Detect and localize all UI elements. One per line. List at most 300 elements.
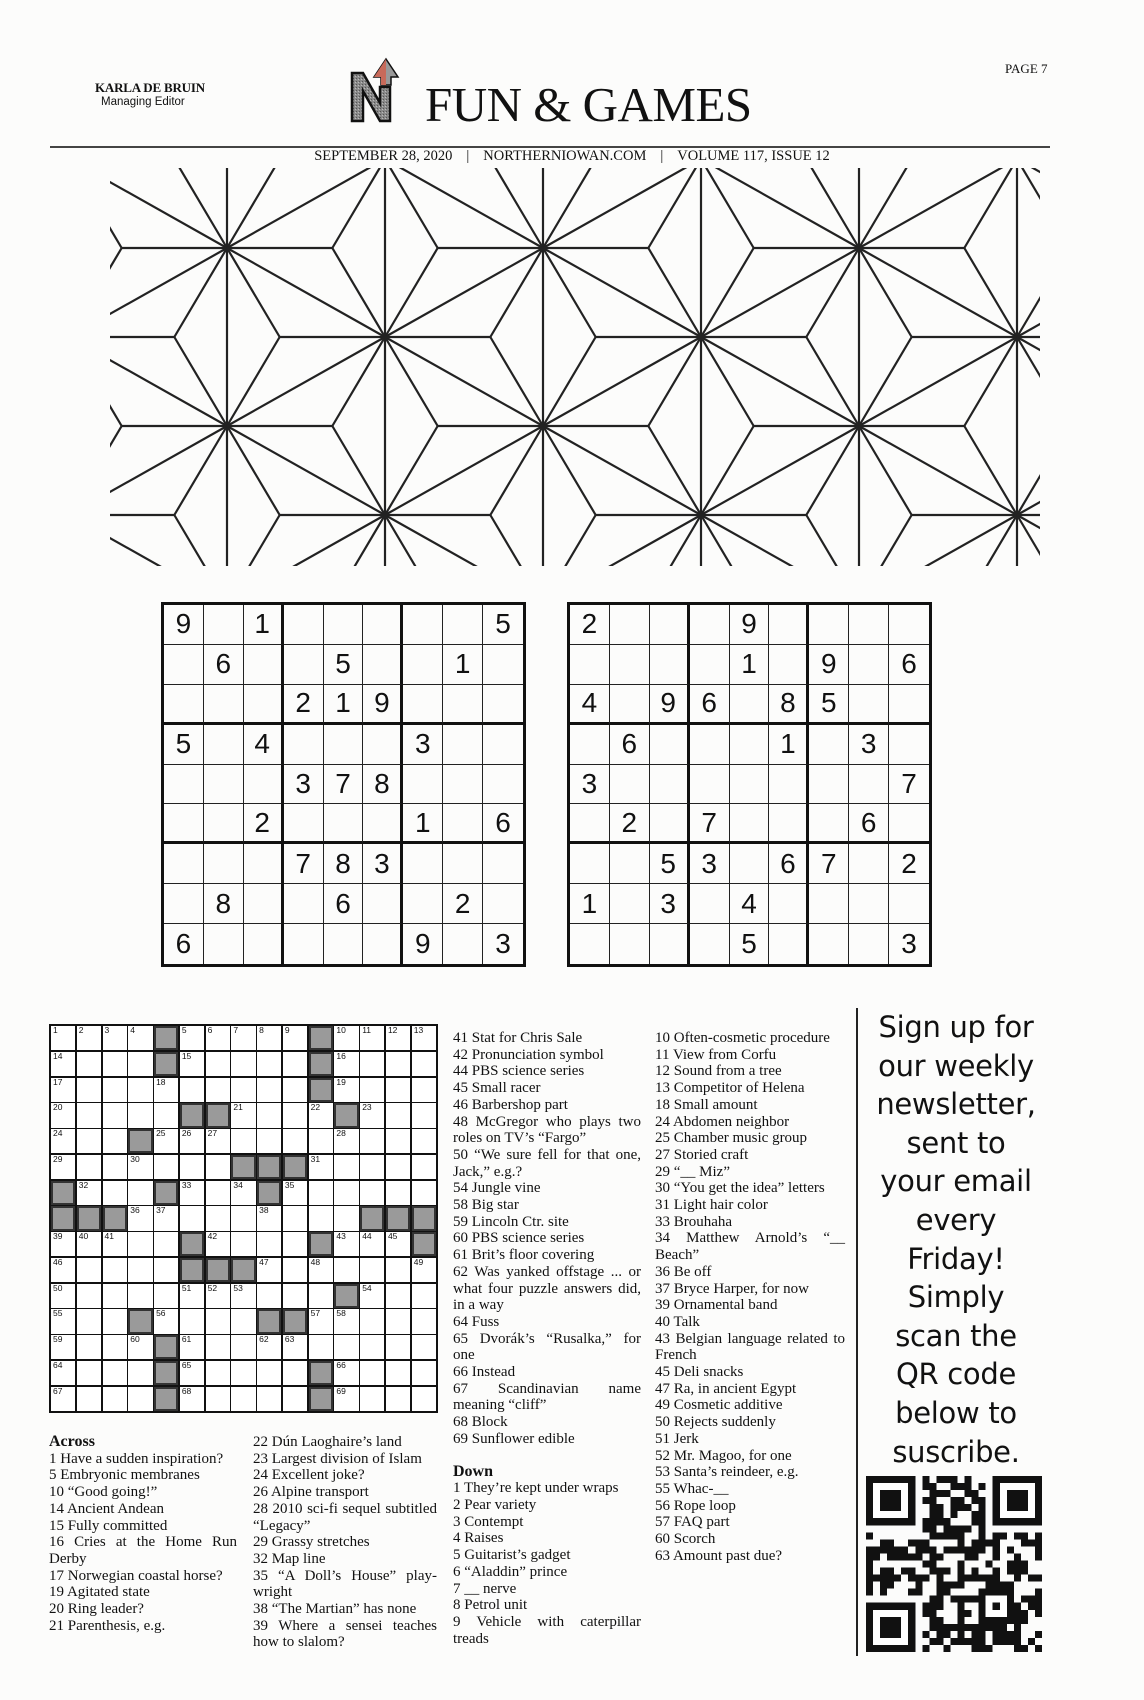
sudoku-cell[interactable]: [849, 844, 889, 884]
crossword-cell[interactable]: [128, 1026, 152, 1050]
crossword-cell[interactable]: [334, 1232, 358, 1256]
crossword-cell[interactable]: [180, 1387, 204, 1411]
crossword-cell[interactable]: [360, 1026, 384, 1050]
crossword-cell[interactable]: [51, 1309, 75, 1333]
sudoku-cell[interactable]: [244, 685, 284, 725]
crossword-cell[interactable]: [154, 1078, 178, 1102]
sudoku-cell[interactable]: [769, 645, 809, 685]
crossword-cell[interactable]: [386, 1129, 410, 1153]
crossword-cell[interactable]: [360, 1258, 384, 1282]
crossword-cell[interactable]: [283, 1181, 307, 1205]
sudoku-cell[interactable]: 3: [570, 765, 610, 805]
crossword-cell[interactable]: [128, 1335, 152, 1359]
crossword-cell[interactable]: [334, 1309, 358, 1333]
sudoku-cell[interactable]: 2: [244, 804, 284, 844]
crossword-cell[interactable]: [77, 1232, 101, 1256]
sudoku-cell[interactable]: [204, 605, 244, 645]
sudoku-cell[interactable]: [403, 645, 443, 685]
sudoku-cell[interactable]: [849, 924, 889, 964]
crossword-cell[interactable]: [334, 1387, 358, 1411]
crossword-cell[interactable]: [180, 1078, 204, 1102]
crossword-cell[interactable]: [257, 1232, 281, 1256]
crossword-cell[interactable]: [103, 1155, 127, 1179]
crossword-cell[interactable]: [412, 1078, 436, 1102]
sudoku-cell[interactable]: [690, 645, 730, 685]
crossword-cell[interactable]: [334, 1129, 358, 1153]
crossword-cell[interactable]: [77, 1181, 101, 1205]
sudoku-cell[interactable]: [403, 765, 443, 805]
sudoku-cell[interactable]: [244, 884, 284, 924]
crossword-cell[interactable]: [360, 1284, 384, 1308]
crossword-cell[interactable]: [231, 1129, 255, 1153]
crossword-cell[interactable]: [51, 1103, 75, 1127]
crossword-cell[interactable]: [180, 1309, 204, 1333]
crossword-cell[interactable]: [103, 1284, 127, 1308]
sudoku-cell[interactable]: [324, 804, 364, 844]
crossword-cell[interactable]: [77, 1387, 101, 1411]
crossword-cell[interactable]: [103, 1052, 127, 1076]
crossword-cell[interactable]: [231, 1361, 255, 1385]
crossword-cell[interactable]: [206, 1129, 230, 1153]
sudoku-cell[interactable]: [483, 685, 523, 725]
sudoku-cell[interactable]: [889, 685, 929, 725]
sudoku-cell[interactable]: 1: [403, 804, 443, 844]
crossword-cell[interactable]: [360, 1232, 384, 1256]
sudoku-cell[interactable]: 9: [164, 605, 204, 645]
crossword-cell[interactable]: [51, 1155, 75, 1179]
sudoku-cell[interactable]: [284, 924, 324, 964]
crossword-cell[interactable]: [386, 1103, 410, 1127]
sudoku-cell[interactable]: 3: [849, 725, 889, 765]
crossword-cell[interactable]: [283, 1361, 307, 1385]
sudoku-cell[interactable]: [769, 605, 809, 645]
sudoku-cell[interactable]: [204, 685, 244, 725]
crossword-cell[interactable]: [103, 1026, 127, 1050]
crossword-cell[interactable]: [51, 1284, 75, 1308]
crossword-cell[interactable]: [231, 1078, 255, 1102]
crossword-cell[interactable]: [128, 1052, 152, 1076]
sudoku-cell[interactable]: 6: [204, 645, 244, 685]
crossword-cell[interactable]: [231, 1232, 255, 1256]
crossword-cell[interactable]: [77, 1078, 101, 1102]
crossword-cell[interactable]: [334, 1052, 358, 1076]
sudoku-cell[interactable]: [284, 645, 324, 685]
crossword-cell[interactable]: [51, 1232, 75, 1256]
crossword-cell[interactable]: [231, 1206, 255, 1230]
sudoku-cell[interactable]: [483, 844, 523, 884]
sudoku-cell[interactable]: 6: [324, 884, 364, 924]
sudoku-cell[interactable]: [244, 924, 284, 964]
sudoku-cell[interactable]: [570, 804, 610, 844]
crossword-cell[interactable]: [51, 1078, 75, 1102]
crossword-cell[interactable]: [334, 1206, 358, 1230]
sudoku-cell[interactable]: [809, 804, 849, 844]
sudoku-cell[interactable]: [483, 645, 523, 685]
crossword-cell[interactable]: [360, 1129, 384, 1153]
crossword-cell[interactable]: [309, 1309, 333, 1333]
crossword-cell[interactable]: [309, 1181, 333, 1205]
crossword-cell[interactable]: [360, 1309, 384, 1333]
crossword-cell[interactable]: [77, 1309, 101, 1333]
sudoku-cell[interactable]: [889, 725, 929, 765]
sudoku-cell[interactable]: 5: [164, 725, 204, 765]
sudoku-cell[interactable]: [204, 725, 244, 765]
sudoku-cell[interactable]: [443, 804, 483, 844]
sudoku-cell[interactable]: 5: [483, 605, 523, 645]
crossword-cell[interactable]: [257, 1206, 281, 1230]
crossword-cell[interactable]: [283, 1206, 307, 1230]
sudoku-cell[interactable]: 6: [483, 804, 523, 844]
sudoku-cell[interactable]: [650, 804, 690, 844]
crossword-cell[interactable]: [231, 1284, 255, 1308]
sudoku-cell[interactable]: [244, 844, 284, 884]
crossword-cell[interactable]: [231, 1026, 255, 1050]
sudoku-cell[interactable]: 4: [244, 725, 284, 765]
crossword-cell[interactable]: [283, 1335, 307, 1359]
sudoku-cell[interactable]: [204, 844, 244, 884]
sudoku-cell[interactable]: [363, 725, 403, 765]
sudoku-cell[interactable]: 6: [849, 804, 889, 844]
crossword-cell[interactable]: [206, 1026, 230, 1050]
sudoku-cell[interactable]: [809, 924, 849, 964]
crossword-cell[interactable]: [360, 1181, 384, 1205]
crossword-cell[interactable]: [257, 1361, 281, 1385]
crossword-cell[interactable]: [231, 1387, 255, 1411]
sudoku-cell[interactable]: [570, 924, 610, 964]
crossword-cell[interactable]: [206, 1181, 230, 1205]
sudoku-cell[interactable]: [730, 844, 770, 884]
crossword-cell[interactable]: [283, 1026, 307, 1050]
sudoku-cell[interactable]: [849, 765, 889, 805]
crossword-cell[interactable]: [257, 1026, 281, 1050]
qr-code-icon[interactable]: [863, 1476, 1045, 1652]
sudoku-cell[interactable]: 4: [730, 884, 770, 924]
crossword-cell[interactable]: [154, 1129, 178, 1153]
crossword-cell[interactable]: [180, 1361, 204, 1385]
crossword-cell[interactable]: [283, 1284, 307, 1308]
crossword-cell[interactable]: [154, 1155, 178, 1179]
crossword-cell[interactable]: [309, 1258, 333, 1282]
sudoku-cell[interactable]: 9: [730, 605, 770, 645]
crossword-cell[interactable]: [180, 1206, 204, 1230]
sudoku-cell[interactable]: [690, 765, 730, 805]
crossword-cell[interactable]: [103, 1103, 127, 1127]
crossword-cell[interactable]: [206, 1078, 230, 1102]
sudoku-cell[interactable]: [809, 765, 849, 805]
sudoku-cell[interactable]: [244, 645, 284, 685]
crossword-cell[interactable]: [283, 1232, 307, 1256]
sudoku-cell[interactable]: [363, 804, 403, 844]
sudoku-cell[interactable]: [570, 844, 610, 884]
sudoku-cell[interactable]: [443, 844, 483, 884]
crossword-cell[interactable]: [334, 1078, 358, 1102]
crossword-cell[interactable]: [334, 1361, 358, 1385]
sudoku-cell[interactable]: [690, 924, 730, 964]
sudoku-cell[interactable]: 1: [730, 645, 770, 685]
crossword-cell[interactable]: [309, 1206, 333, 1230]
crossword-cell[interactable]: [283, 1052, 307, 1076]
crossword-cell[interactable]: [334, 1155, 358, 1179]
crossword-cell[interactable]: [257, 1258, 281, 1282]
sudoku-cell[interactable]: [889, 605, 929, 645]
crossword-cell[interactable]: [206, 1155, 230, 1179]
crossword-cell[interactable]: [386, 1026, 410, 1050]
sudoku-cell[interactable]: 6: [164, 924, 204, 964]
sudoku-cell[interactable]: 4: [570, 685, 610, 725]
crossword-cell[interactable]: [309, 1103, 333, 1127]
crossword-cell[interactable]: [257, 1335, 281, 1359]
sudoku-cell[interactable]: 2: [610, 804, 650, 844]
crossword-cell[interactable]: [128, 1387, 152, 1411]
sudoku-cell[interactable]: [650, 645, 690, 685]
sudoku-cell[interactable]: [324, 605, 364, 645]
sudoku-cell[interactable]: [443, 924, 483, 964]
crossword-cell[interactable]: [231, 1309, 255, 1333]
website-link[interactable]: NORTHERNIOWAN.COM: [483, 148, 647, 164]
sudoku-cell[interactable]: [809, 725, 849, 765]
crossword-cell[interactable]: [103, 1335, 127, 1359]
crossword-cell[interactable]: [386, 1335, 410, 1359]
crossword-cell[interactable]: [257, 1387, 281, 1411]
sudoku-cell[interactable]: [483, 725, 523, 765]
sudoku-cell[interactable]: [610, 884, 650, 924]
sudoku-cell[interactable]: [204, 804, 244, 844]
sudoku-cell[interactable]: [769, 804, 809, 844]
sudoku-cell[interactable]: [164, 765, 204, 805]
sudoku-cell[interactable]: [324, 725, 364, 765]
sudoku-cell[interactable]: [363, 605, 403, 645]
crossword-cell[interactable]: [412, 1309, 436, 1333]
sudoku-cell[interactable]: [849, 605, 889, 645]
crossword-cell[interactable]: [360, 1052, 384, 1076]
crossword-cell[interactable]: [103, 1309, 127, 1333]
sudoku-cell[interactable]: [324, 924, 364, 964]
sudoku-cell[interactable]: [164, 884, 204, 924]
sudoku-cell[interactable]: [730, 725, 770, 765]
crossword-cell[interactable]: [360, 1155, 384, 1179]
crossword-cell[interactable]: [412, 1335, 436, 1359]
sudoku-cell[interactable]: [849, 645, 889, 685]
sudoku-cell[interactable]: 6: [889, 645, 929, 685]
sudoku-cell[interactable]: 1: [244, 605, 284, 645]
crossword-cell[interactable]: [360, 1361, 384, 1385]
sudoku-cell[interactable]: [164, 844, 204, 884]
crossword-cell[interactable]: [128, 1155, 152, 1179]
sudoku-cell[interactable]: [650, 765, 690, 805]
sudoku-cell[interactable]: 7: [889, 765, 929, 805]
sudoku-cell[interactable]: 5: [730, 924, 770, 964]
sudoku-cell[interactable]: 9: [363, 685, 403, 725]
crossword-cell[interactable]: [283, 1258, 307, 1282]
sudoku-cell[interactable]: [244, 765, 284, 805]
crossword-cell[interactable]: [283, 1078, 307, 1102]
sudoku-cell[interactable]: 5: [650, 844, 690, 884]
crossword-cell[interactable]: [103, 1129, 127, 1153]
crossword-cell[interactable]: [128, 1206, 152, 1230]
sudoku-cell[interactable]: [690, 725, 730, 765]
sudoku-cell[interactable]: [690, 605, 730, 645]
crossword-cell[interactable]: [51, 1335, 75, 1359]
crossword-cell[interactable]: [386, 1181, 410, 1205]
crossword-cell[interactable]: [128, 1232, 152, 1256]
sudoku-cell[interactable]: 2: [284, 685, 324, 725]
sudoku-cell[interactable]: 2: [889, 844, 929, 884]
crossword-cell[interactable]: [386, 1309, 410, 1333]
sudoku-cell[interactable]: 7: [690, 804, 730, 844]
crossword-cell[interactable]: [206, 1284, 230, 1308]
crossword-cell[interactable]: [77, 1258, 101, 1282]
sudoku-cell[interactable]: [650, 725, 690, 765]
crossword-cell[interactable]: [206, 1052, 230, 1076]
crossword-cell[interactable]: [386, 1078, 410, 1102]
sudoku-cell[interactable]: 1: [324, 685, 364, 725]
crossword-cell[interactable]: [386, 1052, 410, 1076]
sudoku-cell[interactable]: [483, 884, 523, 924]
sudoku-cell[interactable]: 3: [901, 928, 917, 960]
crossword-cell[interactable]: [180, 1284, 204, 1308]
crossword-cell[interactable]: [51, 1387, 75, 1411]
crossword-cell[interactable]: [51, 1052, 75, 1076]
crossword-cell[interactable]: [206, 1232, 230, 1256]
sudoku-cell[interactable]: [284, 605, 324, 645]
sudoku-cell[interactable]: [403, 605, 443, 645]
sudoku-cell[interactable]: 3: [403, 725, 443, 765]
crossword-cell[interactable]: [180, 1335, 204, 1359]
crossword-cell[interactable]: [77, 1103, 101, 1127]
sudoku-cell[interactable]: [610, 844, 650, 884]
crossword-cell[interactable]: [128, 1284, 152, 1308]
sudoku-cell[interactable]: [650, 605, 690, 645]
sudoku-cell[interactable]: [443, 725, 483, 765]
crossword-cell[interactable]: [128, 1103, 152, 1127]
sudoku-cell[interactable]: [730, 685, 770, 725]
sudoku-cell[interactable]: 1: [769, 725, 809, 765]
sudoku-cell[interactable]: [403, 884, 443, 924]
crossword-cell[interactable]: [103, 1361, 127, 1385]
crossword-cell[interactable]: [360, 1387, 384, 1411]
sudoku-cell[interactable]: [849, 884, 889, 924]
sudoku-cell[interactable]: [483, 765, 523, 805]
crossword-cell[interactable]: [180, 1052, 204, 1076]
sudoku-cell[interactable]: [284, 884, 324, 924]
sudoku-cell[interactable]: 2: [570, 605, 610, 645]
sudoku-cell[interactable]: [889, 804, 929, 844]
sudoku-cell[interactable]: [443, 605, 483, 645]
crossword-cell[interactable]: [206, 1309, 230, 1333]
crossword-cell[interactable]: [360, 1335, 384, 1359]
crossword-cell[interactable]: [309, 1284, 333, 1308]
sudoku-cell[interactable]: [284, 725, 324, 765]
crossword-cell[interactable]: [231, 1103, 255, 1127]
crossword-cell[interactable]: [231, 1052, 255, 1076]
sudoku-cell[interactable]: 3: [690, 844, 730, 884]
crossword-cell[interactable]: [257, 1284, 281, 1308]
crossword-cell[interactable]: [412, 1258, 436, 1282]
crossword-cell[interactable]: [77, 1361, 101, 1385]
crossword-cell[interactable]: [386, 1284, 410, 1308]
sudoku-cell[interactable]: [610, 645, 650, 685]
sudoku-cell[interactable]: 1: [570, 884, 610, 924]
sudoku-cell[interactable]: 9: [403, 924, 443, 964]
sudoku-cell[interactable]: [363, 645, 403, 685]
sudoku-cell[interactable]: 5: [809, 685, 849, 725]
crossword-cell[interactable]: [51, 1361, 75, 1385]
crossword-cell[interactable]: [180, 1155, 204, 1179]
sudoku-cell[interactable]: [164, 804, 204, 844]
crossword-cell[interactable]: [103, 1232, 127, 1256]
crossword-cell[interactable]: [334, 1181, 358, 1205]
crossword-cell[interactable]: [334, 1335, 358, 1359]
crossword-cell[interactable]: [386, 1232, 410, 1256]
sudoku-cell[interactable]: 5: [324, 645, 364, 685]
crossword-cell[interactable]: [154, 1232, 178, 1256]
sudoku-cell[interactable]: 8: [769, 685, 809, 725]
crossword-cell[interactable]: [154, 1284, 178, 1308]
crossword-cell[interactable]: [412, 1103, 436, 1127]
sudoku-cell[interactable]: 8: [324, 844, 364, 884]
crossword-cell[interactable]: [283, 1129, 307, 1153]
crossword-cell[interactable]: [77, 1284, 101, 1308]
sudoku-cell[interactable]: 9: [809, 645, 849, 685]
crossword-cell[interactable]: [77, 1052, 101, 1076]
sudoku-cell[interactable]: [204, 765, 244, 805]
sudoku-cell[interactable]: [363, 884, 403, 924]
crossword-cell[interactable]: [257, 1129, 281, 1153]
sudoku-cell[interactable]: [730, 765, 770, 805]
crossword-cell[interactable]: [412, 1026, 436, 1050]
crossword-cell[interactable]: [180, 1181, 204, 1205]
crossword-cell[interactable]: [206, 1335, 230, 1359]
crossword-cell[interactable]: [103, 1181, 127, 1205]
crossword-cell[interactable]: [154, 1206, 178, 1230]
crossword-cell[interactable]: [412, 1052, 436, 1076]
crossword-cell[interactable]: [386, 1387, 410, 1411]
crossword-cell[interactable]: [412, 1129, 436, 1153]
sudoku-cell[interactable]: [769, 884, 809, 924]
sudoku-cell[interactable]: [889, 884, 929, 924]
crossword-cell[interactable]: [386, 1155, 410, 1179]
crossword-cell[interactable]: [386, 1361, 410, 1385]
sudoku-cell[interactable]: [610, 605, 650, 645]
sudoku-cell[interactable]: [204, 924, 244, 964]
sudoku-cell[interactable]: [809, 605, 849, 645]
crossword-cell[interactable]: [334, 1026, 358, 1050]
crossword-cell[interactable]: [283, 1387, 307, 1411]
crossword-cell[interactable]: [51, 1258, 75, 1282]
crossword-cell[interactable]: [128, 1361, 152, 1385]
crossword-cell[interactable]: [103, 1258, 127, 1282]
crossword-cell[interactable]: [231, 1335, 255, 1359]
crossword-cell[interactable]: [386, 1258, 410, 1282]
sudoku-cell[interactable]: [690, 884, 730, 924]
crossword-cell[interactable]: [77, 1335, 101, 1359]
sudoku-cell[interactable]: [730, 804, 770, 844]
crossword-cell[interactable]: [309, 1129, 333, 1153]
sudoku-cell[interactable]: [443, 765, 483, 805]
sudoku-cell[interactable]: 7: [809, 844, 849, 884]
sudoku-cell[interactable]: 8: [363, 765, 403, 805]
crossword-cell[interactable]: [154, 1309, 178, 1333]
sudoku-cell[interactable]: 6: [769, 844, 809, 884]
crossword-cell[interactable]: [412, 1284, 436, 1308]
crossword-cell[interactable]: [103, 1387, 127, 1411]
crossword-cell[interactable]: [412, 1181, 436, 1205]
sudoku-cell[interactable]: 8: [204, 884, 244, 924]
crossword-cell[interactable]: [412, 1387, 436, 1411]
crossword-cell[interactable]: [257, 1052, 281, 1076]
crossword-cell[interactable]: [412, 1155, 436, 1179]
crossword-cell[interactable]: [51, 1026, 75, 1050]
